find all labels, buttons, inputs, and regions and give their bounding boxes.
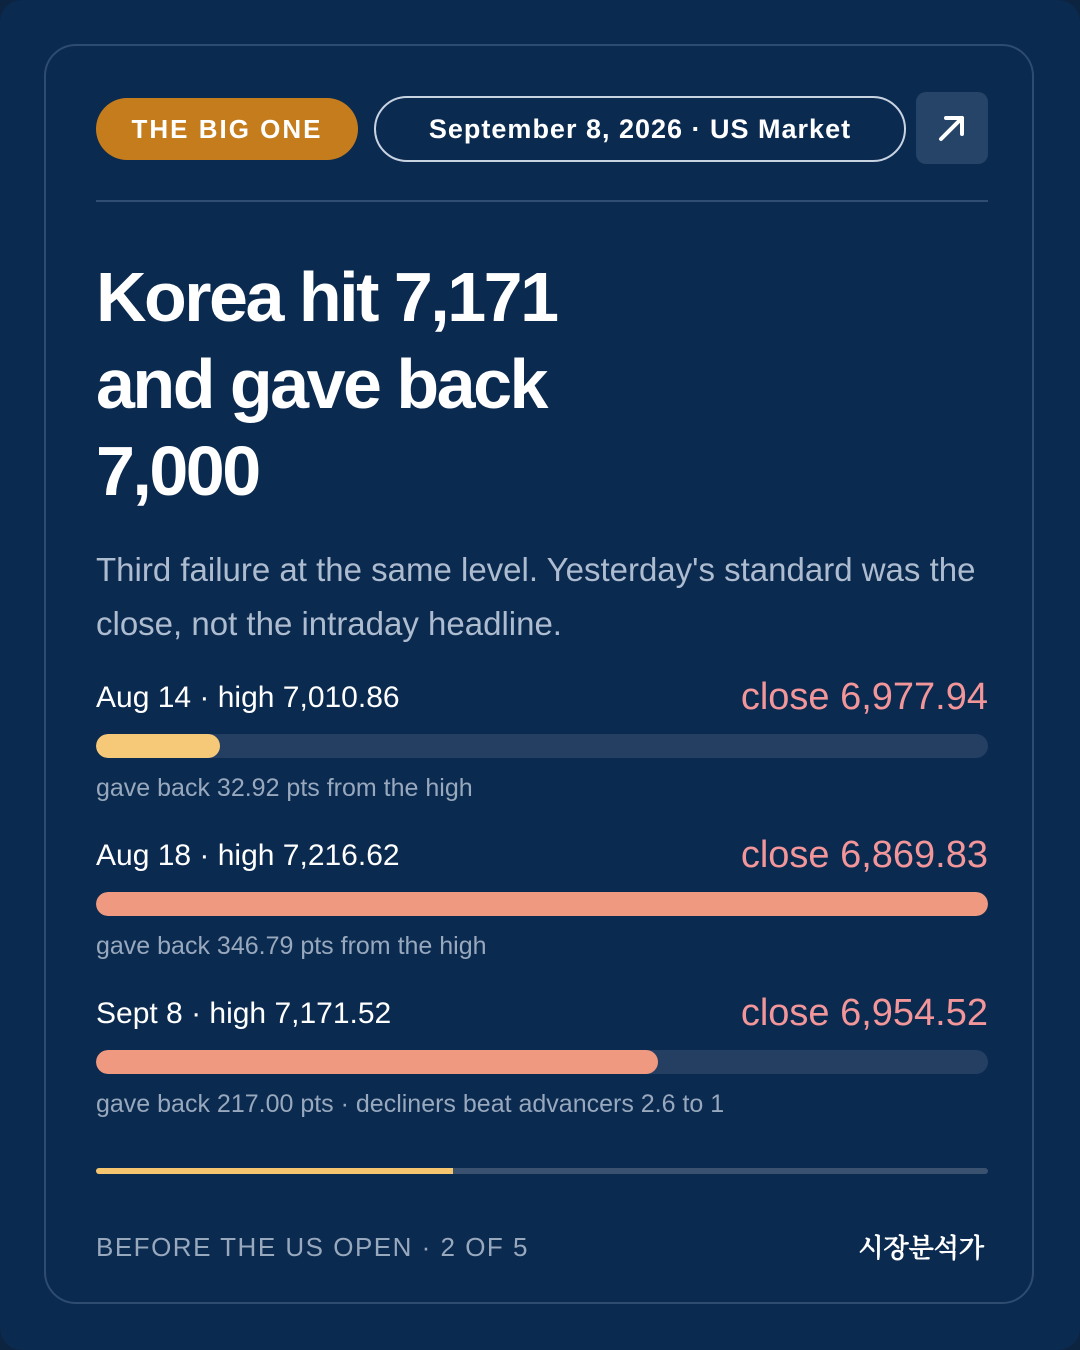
series-position-label: BEFORE THE US OPEN · 2 OF 5 xyxy=(96,1232,529,1262)
giveback-bar-track xyxy=(96,734,988,758)
session-note: gave back 346.79 pts from the high xyxy=(96,932,487,960)
card-header xyxy=(96,92,988,164)
story-card xyxy=(44,44,1034,1304)
session-row xyxy=(96,994,988,1124)
date-market-pill: September 8, 2026 · US Market xyxy=(374,96,906,162)
session-row xyxy=(96,678,988,808)
session-note: gave back 32.92 pts from the high xyxy=(96,774,473,802)
arrow-up-right-icon xyxy=(935,111,969,145)
session-close: close 6,869.83 xyxy=(740,834,988,876)
giveback-bar-fill xyxy=(96,1050,658,1074)
open-link-button[interactable] xyxy=(916,92,988,164)
session-label: Sept 8 · high 7,171.52 xyxy=(96,997,392,1030)
session-row xyxy=(96,836,988,966)
session-close: close 6,954.52 xyxy=(740,992,988,1034)
giveback-bar-fill xyxy=(96,734,220,758)
giveback-bar-track xyxy=(96,892,988,916)
story-progress-track xyxy=(96,1168,988,1174)
session-label: Aug 18 · high 7,216.62 xyxy=(96,839,400,872)
header-divider xyxy=(96,200,988,202)
session-note: gave back 217.00 pts · decliners beat advancers 2.6 to 1 xyxy=(96,1090,725,1118)
giveback-bar-track xyxy=(96,1050,988,1074)
kicker-badge: THE BIG ONE xyxy=(96,98,358,160)
author-label: 시장분석가 xyxy=(858,1233,984,1263)
giveback-bar-fill xyxy=(96,892,988,916)
headline: Korea hit 7,171 and gave back 7,000 xyxy=(96,258,557,510)
session-close: close 6,977.94 xyxy=(740,676,988,718)
session-label: Aug 14 · high 7,010.86 xyxy=(96,681,400,714)
subtitle: Third failure at the same level. Yesterday's standard was the close, not the intraday headline. xyxy=(96,551,976,642)
story-progress-fill xyxy=(96,1168,453,1174)
